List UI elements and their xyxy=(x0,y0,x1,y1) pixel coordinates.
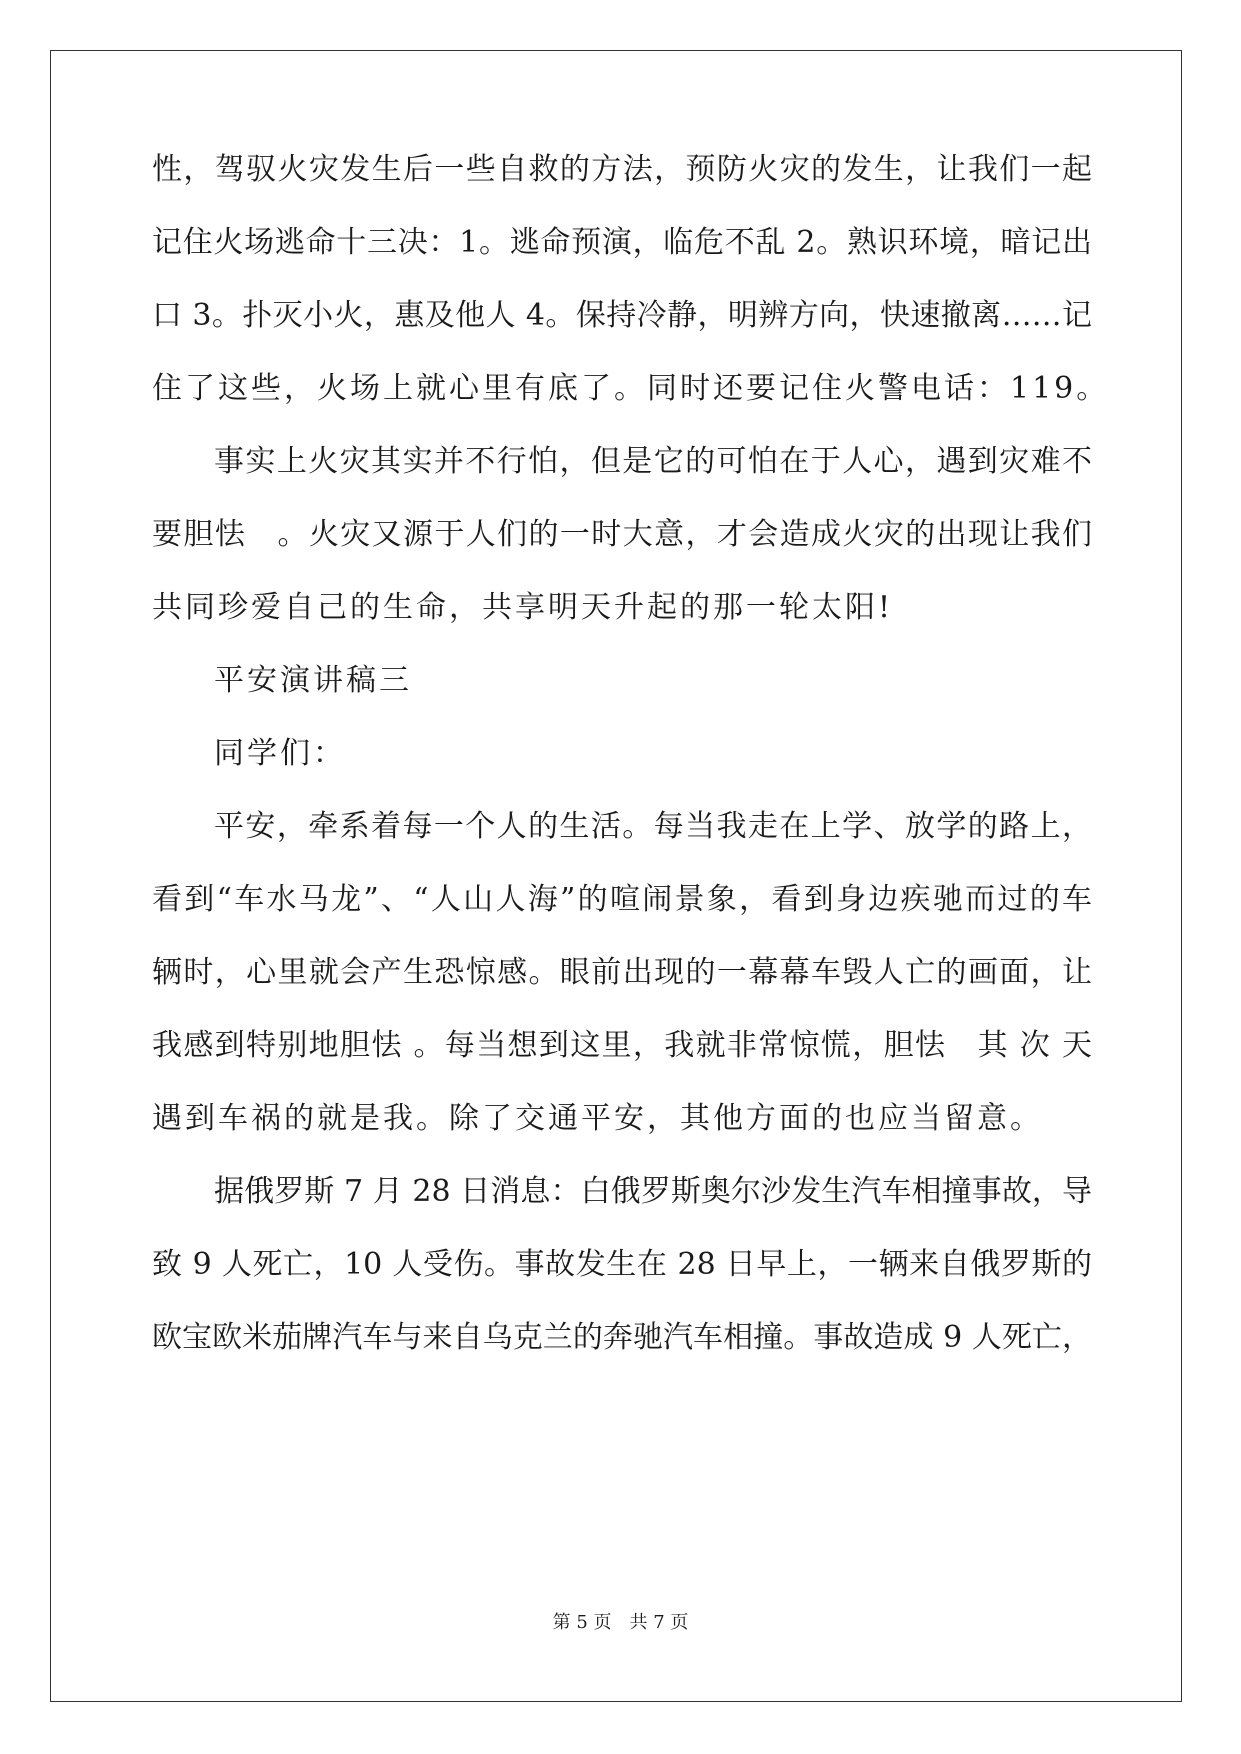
section-heading: 平安演讲稿三 xyxy=(214,663,412,698)
text-line: 共同珍爱自己的生命，共享明天升起的那一轮太阳! xyxy=(152,590,894,625)
page-number-label: 第 5 页 共 7 页 xyxy=(552,1612,689,1633)
text-line: 口 3。扑灭小火，惠及他人 4。保持冷静，明辨方向，快速撤离……记 xyxy=(152,298,1092,333)
text-line: 遇到车祸的就是我。除了交通平安，其他方面的也应当留意。 xyxy=(152,1101,1043,1136)
text-line: 住了这些，火场上就心里有底了。同时还要记住火警电话：119。 xyxy=(152,371,1110,406)
paragraph-first-line: 据俄罗斯 7 月 28 日消息：白俄罗斯奥尔沙发生汽车相撞事故，导 xyxy=(214,1174,1092,1209)
text-line: 我感到特别地胆怯 。每当想到这里，我就非常惊慌，胆怯 其 次 天 xyxy=(152,1028,1092,1063)
text-line: 欧宝欧米茄牌汽车与来自乌克兰的奔驰汽车相撞。事故造成 9 人死亡， xyxy=(152,1320,1092,1355)
text-line: 性，驾驭火灾发生后一些自救的方法，预防火灾的发生，让我们一起 xyxy=(152,152,1092,187)
text-line: 辆时，心里就会产生恐惊感。眼前出现的一幕幕车毁人亡的画面，让 xyxy=(152,955,1092,990)
salutation: 同学们： xyxy=(214,736,346,771)
text-line: 致 9 人死亡，10 人受伤。事故发生在 28 日早上，一辆来自俄罗斯的 xyxy=(152,1247,1092,1282)
text-line: 要胆怯 。火灾又源于人们的一时大意，才会造成火灾的出现让我们 xyxy=(152,517,1092,552)
text-line: 看到“车水马龙”、“人山人海”的喧闹景象，看到身边疾驰而过的车 xyxy=(152,882,1092,917)
paragraph-first-line: 平安，牵系着每一个人的生活。每当我走在上学、放学的路上， xyxy=(214,809,1092,844)
page-footer xyxy=(0,1612,1241,1634)
text-line: 记住火场逃命十三决：1。逃命预演，临危不乱 2。熟识环境，暗记出 xyxy=(152,225,1092,260)
paragraph-first-line: 事实上火灾其实并不行怕，但是它的可怕在于人心，遇到灾难不 xyxy=(214,444,1092,479)
